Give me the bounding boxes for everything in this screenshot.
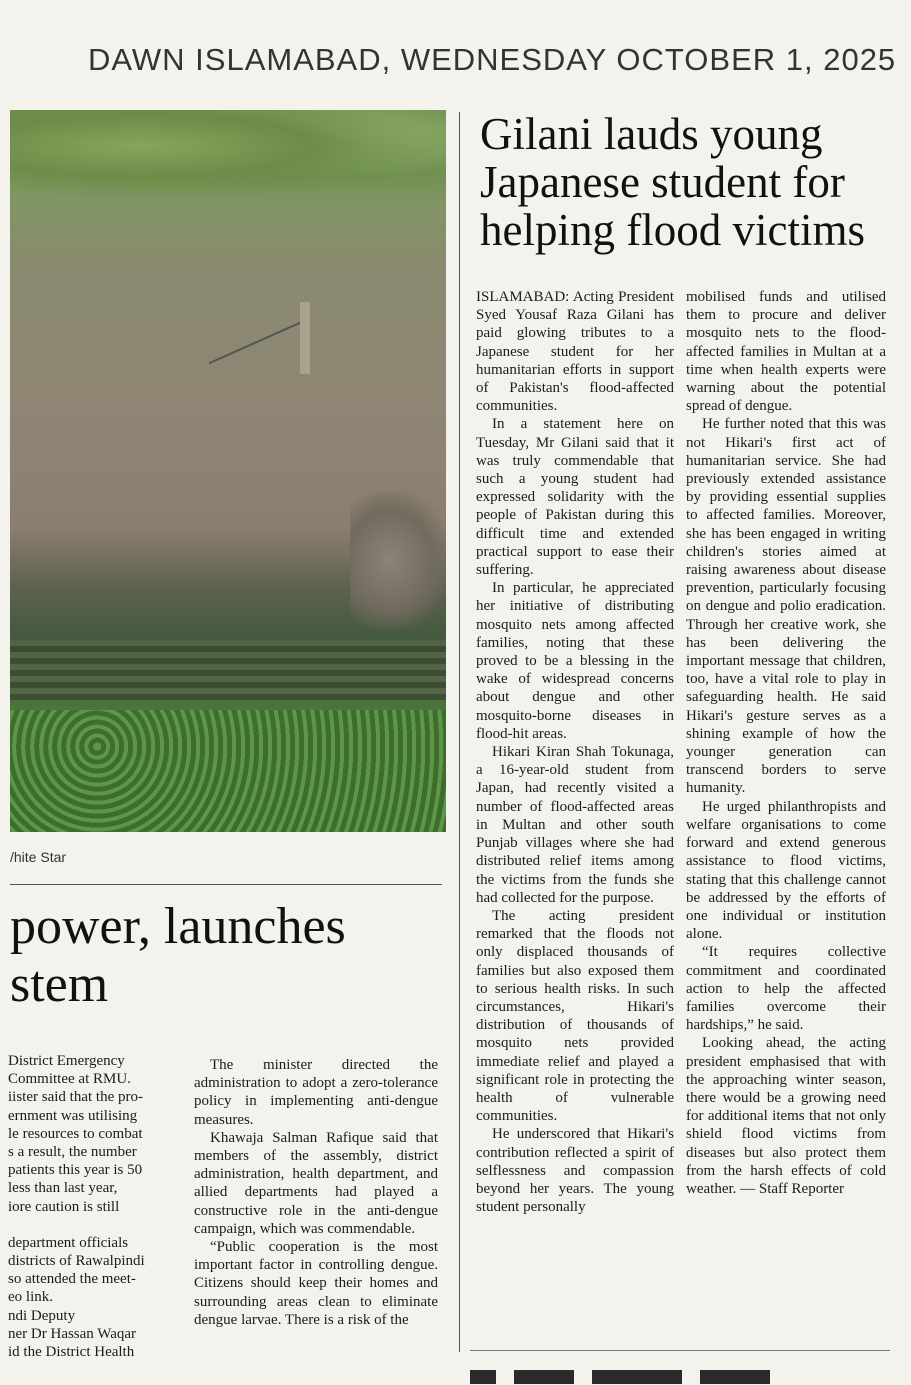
paragraph: Looking ahead, the acting president emphasised that with the approaching winter season, there would be a growing need for additional items that not only shield flood victims from diseases but also protect them from the harsh effects of cold weather. — Staff Reporter xyxy=(686,1035,886,1197)
paragraph: mobilised funds and utilised them to procure and deliver mosquito nets to the flood-affected families in Multan at a time when health experts were warning about the potential spread of dengue. xyxy=(686,289,886,415)
paragraph: In a statement here on Tuesday, Mr Gilani said that it was truly commendable that such a young student had expressed solidarity with the people of Pakistan during this difficult time and extended practical support to ease their suffering. xyxy=(476,416,674,579)
photo-credit: /hite Star xyxy=(10,849,67,865)
headline-line: stem xyxy=(10,956,109,1013)
text-line: ndi Deputy xyxy=(8,1307,76,1324)
text-line: District Emergency xyxy=(8,1053,125,1069)
news-photo xyxy=(10,110,446,832)
text-line: iister said that the pro- xyxy=(8,1089,143,1106)
text-line: department officials xyxy=(8,1234,129,1251)
text-line: ernment was utilising xyxy=(8,1107,138,1124)
cropped-glyph xyxy=(514,1370,574,1384)
paragraph: He further noted that this was not Hikari's first act of humanitarian service. She had previously extended assistance by providing essential supplies to affected families. Moreover, she has been engaged in writing children's stories aimed at raising awareness about disease prevention, particularly focusing on dengue and polio eradication. Through her creative work, she has been delivering the important message that children, too, have a vital role to play in safeguarding health. He said Hikari's gesture serves as a shining example of how the younger generation can transcend borders to serve humanity. xyxy=(686,416,886,797)
paragraph: “Public cooperation is the most important factor in controlling dengue. Citizens should keep their homes and surrounding areas clean to eliminate dengue larvae. There is a risk of the xyxy=(194,1239,438,1328)
column-rule xyxy=(459,112,460,1352)
photo-wire xyxy=(209,320,305,364)
headline-gilani: Gilani lauds young Japanese student for helping flood victims xyxy=(480,109,865,255)
cropped-glyph xyxy=(470,1370,496,1384)
text-line: Committee at RMU. xyxy=(8,1071,131,1088)
paragraph: The acting president remarked that the floods not only displaced thousands of families but also exposed them to serious health risks. In such circumstances, Hikari's distribution of thousands of mosquito nets provided immediate relief and played a significant role in protecting the health of vulnerable communities. xyxy=(476,907,674,1125)
text-line: s a result, the number xyxy=(8,1144,137,1161)
next-headline-fragment xyxy=(470,1362,890,1384)
cropped-glyph xyxy=(700,1370,770,1384)
photo-pots xyxy=(350,490,446,630)
photo-seedlings xyxy=(10,710,446,832)
paragraph: ISLAMABAD: Acting President Syed Yousaf Raza Gilani has paid glowing tributes to a Japanese student for her humanitarian efforts in support of Pakistan's flood-affected communities. xyxy=(476,289,674,415)
text-line: less than last year, xyxy=(8,1180,118,1197)
paragraph: The minister directed the administration to adopt a zero-tolerance policy in implementing anti-dengue measures. xyxy=(194,1057,438,1128)
photo-fence-post xyxy=(300,302,310,374)
text-line: so attended the meet- xyxy=(8,1271,136,1288)
photo-nursery-beds xyxy=(10,640,446,700)
paragraph: He underscored that Hikari's contribution reflected a spirit of selflessness and compassion beyond her years. The young student personally xyxy=(476,1126,674,1216)
article-column-2 xyxy=(686,288,886,1340)
paragraph: In particular, he appreciated her initiative of distributing mosquito nets among affected families, noting that these proved to be a blessing in the wake of widespread concerns about dengue and other mosquito-borne diseases in flood-hit areas. xyxy=(476,580,674,742)
text-line: iore caution is still xyxy=(8,1198,120,1215)
headline-dengue xyxy=(10,898,450,1014)
article-column-1 xyxy=(476,288,674,1340)
headline-line: power, launches xyxy=(10,898,346,955)
text-line: ner Dr Hassan Waqar xyxy=(8,1325,137,1342)
photo-shrubs xyxy=(10,110,446,200)
paragraph-gap xyxy=(8,1216,178,1234)
dengue-column-1 xyxy=(8,1052,178,1372)
text-line: le resources to combat xyxy=(8,1125,143,1142)
paragraph: Khawaja Salman Rafique said that members of the assembly, district administration, health department, and allied departments had played a constructive role in the anti-dengue campaign, which was commendable. xyxy=(194,1129,438,1237)
paragraph: He urged philanthropists and welfare organisations to come forward and extend generous assistance to flood victims, stating that this challenge cannot be addressed by the efforts of one individual or institution alone. xyxy=(686,798,886,943)
bottom-rule xyxy=(470,1350,890,1351)
paragraph: Hikari Kiran Shah Tokunaga, a 16-year-old student from Japan, had recently visited a number of flood-affected areas in Multan and other south Punjab villages where she had distributed relief items among the victims from the funds she had collected for the purpose. xyxy=(476,744,674,906)
dengue-column-2 xyxy=(194,1056,438,1370)
paragraph: “It requires collective commitment and coordinated action to help the affected families overcome their hardships,” he said. xyxy=(686,944,886,1034)
cropped-glyph xyxy=(592,1370,682,1384)
text-line: eo link. xyxy=(8,1289,53,1306)
masthead: DAWN ISLAMABAD, WEDNESDAY OCTOBER 1, 2025 xyxy=(88,42,897,77)
section-rule xyxy=(10,884,442,885)
text-line: districts of Rawalpindi xyxy=(8,1253,145,1270)
text-line: id the District Health xyxy=(8,1344,135,1361)
text-line: patients this year is 50 xyxy=(8,1162,143,1179)
